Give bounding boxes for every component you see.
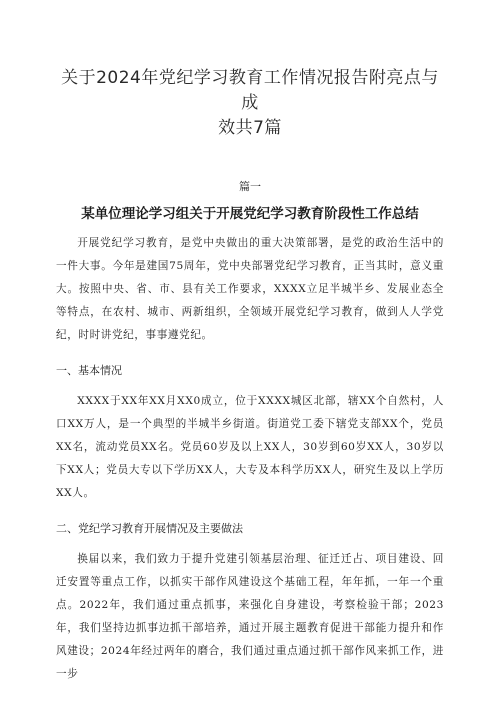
document-title (56, 66, 444, 141)
document-title-line2: 效共7篇 (218, 118, 282, 138)
document-title-line1: 关于2024年党纪学习教育工作情况报告附亮点与成 (61, 68, 439, 113)
section-heading-basic-info: 一、基本情况 (56, 364, 122, 377)
intro-paragraph: 开展党纪学习教育，是党中央做出的重大决策部署，是党的政治生活中的一件大事。今年是建国75周年，党中央部署党纪学习教育，正当其时，意义重大。按照中央、省、市、县有关工作要求，XXXX立足半城半乡、发展业态全等特点，在农村、城市、两新组织，全领域开展党纪学习教育，做到人人学党纪，时时讲党纪，事事遵党纪。 (56, 237, 444, 341)
practices-paragraph: 换届以来，我们致力于提升党建引领基层治理、征迁迁占、项目建设、回迁安置等重点工作，以抓实干部作风建设这个基础工程，年年抓，一年一个重点。2022年，我们通过重点抓事，来强化自身建设，考察检验干部；2023年，我们坚持边抓事边抓干部培养，通过开展主题教育促进干部能力提升和作风建设；2024年经过两年的磨合，我们通过重点通过抓干部作风来抓工作，进一步 (56, 553, 444, 680)
article-subtitle: 某单位理论学习组关于开展党纪学习教育阶段性工作总结 (81, 206, 419, 222)
basic-info-paragraph: XXXX于XX年XX月XX0成立，位于XXXX城区北部，辖XX个自然村，人口XX万人，是一个典型的半城半乡街道。街道党工委下辖党支部XX个，党员XX名，流动党员XX名。党员60岁及以上XX人，30岁到60岁XX人，30岁以下XX人；党员大专以下学历XX人，大专及本科学历XX人，研究生及以上学历XX人。 (56, 395, 444, 499)
section-heading-practices: 二、党纪学习教育开展情况及主要做法 (56, 522, 243, 535)
part-label: 篇一 (239, 180, 261, 193)
